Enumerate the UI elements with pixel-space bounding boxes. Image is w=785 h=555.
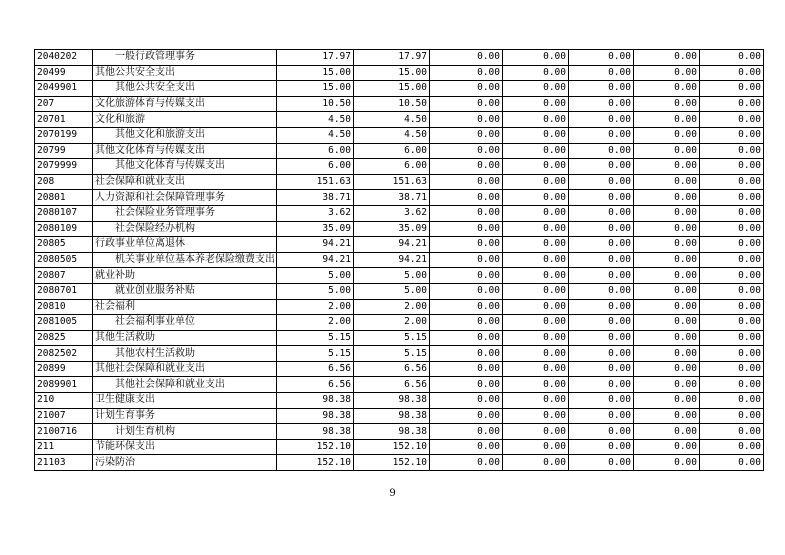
- row-name: 一般行政管理事务: [93, 50, 277, 66]
- row-value: 152.10: [277, 439, 354, 455]
- row-name: 社会保险经办机构: [93, 221, 277, 237]
- row-value: 152.10: [354, 439, 430, 455]
- row-value: 0.00: [634, 346, 700, 362]
- row-name: 文化和旅游: [93, 112, 277, 128]
- row-value: 0.00: [430, 159, 503, 175]
- row-value: 98.38: [277, 424, 354, 440]
- row-value: 38.71: [354, 190, 430, 206]
- row-value: 98.38: [354, 408, 430, 424]
- row-name: 其他社会保障和就业支出: [93, 361, 277, 377]
- row-value: 0.00: [569, 455, 634, 471]
- row-value: 0.00: [503, 346, 569, 362]
- row-value: 0.00: [634, 393, 700, 409]
- row-value: 0.00: [430, 330, 503, 346]
- row-value: 0.00: [634, 455, 700, 471]
- row-name: 计划生育事务: [93, 408, 277, 424]
- table-row: [35, 96, 764, 112]
- row-value: 0.00: [700, 330, 764, 346]
- row-value: 0.00: [430, 377, 503, 393]
- row-value: 0.00: [700, 393, 764, 409]
- row-value: 0.00: [503, 393, 569, 409]
- row-value: 2.00: [277, 315, 354, 331]
- row-value: 0.00: [430, 221, 503, 237]
- row-value: 0.00: [569, 346, 634, 362]
- row-value: 0.00: [569, 315, 634, 331]
- row-value: 0.00: [569, 50, 634, 66]
- row-name: 就业创业服务补贴: [93, 283, 277, 299]
- row-value: 0.00: [634, 252, 700, 268]
- row-value: 0.00: [700, 268, 764, 284]
- row-value: 0.00: [503, 221, 569, 237]
- row-value: 0.00: [700, 205, 764, 221]
- row-name: 其他生活救助: [93, 330, 277, 346]
- table-body: [35, 50, 764, 471]
- row-value: 0.00: [503, 283, 569, 299]
- row-code: 20807: [35, 268, 93, 284]
- row-name: 行政事业单位离退休: [93, 237, 277, 253]
- row-code: 2070199: [35, 127, 93, 143]
- row-value: 0.00: [634, 237, 700, 253]
- row-value: 0.00: [430, 81, 503, 97]
- row-value: 10.50: [277, 96, 354, 112]
- row-value: 0.00: [503, 127, 569, 143]
- row-value: 0.00: [569, 252, 634, 268]
- row-value: 0.00: [634, 221, 700, 237]
- row-code: 2089901: [35, 377, 93, 393]
- row-value: 0.00: [569, 439, 634, 455]
- row-value: 0.00: [634, 439, 700, 455]
- row-code: 20799: [35, 143, 93, 159]
- row-value: 0.00: [569, 159, 634, 175]
- row-name: 其他农村生活救助: [93, 346, 277, 362]
- row-value: 0.00: [503, 455, 569, 471]
- row-value: 4.50: [354, 127, 430, 143]
- row-code: 20801: [35, 190, 93, 206]
- row-value: 10.50: [354, 96, 430, 112]
- row-value: 0.00: [700, 237, 764, 253]
- row-value: 0.00: [503, 205, 569, 221]
- row-value: 94.21: [354, 237, 430, 253]
- row-value: 0.00: [569, 299, 634, 315]
- row-value: 0.00: [430, 408, 503, 424]
- row-value: 5.15: [354, 346, 430, 362]
- row-name: 社会保障和就业支出: [93, 174, 277, 190]
- row-value: 0.00: [430, 455, 503, 471]
- row-value: 98.38: [354, 393, 430, 409]
- row-name: 污染防治: [93, 455, 277, 471]
- row-name: 其他社会保障和就业支出: [93, 377, 277, 393]
- row-code: 20899: [35, 361, 93, 377]
- row-value: 98.38: [277, 408, 354, 424]
- row-code: 2081005: [35, 315, 93, 331]
- row-value: 6.00: [277, 143, 354, 159]
- row-code: 211: [35, 439, 93, 455]
- row-value: 0.00: [503, 96, 569, 112]
- row-value: 0.00: [700, 455, 764, 471]
- row-value: 0.00: [700, 346, 764, 362]
- row-value: 0.00: [503, 81, 569, 97]
- table-row: [35, 252, 764, 268]
- row-value: 0.00: [430, 127, 503, 143]
- row-value: 15.00: [277, 81, 354, 97]
- row-value: 4.50: [277, 112, 354, 128]
- row-value: 0.00: [700, 50, 764, 66]
- row-name: 计划生育机构: [93, 424, 277, 440]
- table-row: [35, 455, 764, 471]
- row-value: 0.00: [569, 237, 634, 253]
- row-value: 152.10: [354, 455, 430, 471]
- row-value: 6.00: [354, 143, 430, 159]
- row-value: 0.00: [700, 361, 764, 377]
- row-value: 0.00: [569, 393, 634, 409]
- row-name: 社会保险业务管理事务: [93, 205, 277, 221]
- table-row: [35, 377, 764, 393]
- row-value: 0.00: [430, 65, 503, 81]
- row-value: 15.00: [277, 65, 354, 81]
- row-value: 38.71: [277, 190, 354, 206]
- row-value: 0.00: [569, 127, 634, 143]
- row-code: 20825: [35, 330, 93, 346]
- row-value: 151.63: [354, 174, 430, 190]
- row-code: 2100716: [35, 424, 93, 440]
- row-code: 2079999: [35, 159, 93, 175]
- row-value: 6.00: [277, 159, 354, 175]
- row-value: 6.56: [277, 361, 354, 377]
- row-value: 0.00: [503, 315, 569, 331]
- row-value: 0.00: [700, 221, 764, 237]
- table-row: [35, 112, 764, 128]
- row-value: 0.00: [503, 424, 569, 440]
- row-name: 机关事业单位基本养老保险缴费支出: [93, 252, 277, 268]
- table-row: [35, 237, 764, 253]
- table-row: [35, 330, 764, 346]
- table-row: [35, 283, 764, 299]
- row-value: 0.00: [569, 377, 634, 393]
- row-value: 0.00: [634, 159, 700, 175]
- row-value: 15.00: [354, 65, 430, 81]
- row-code: 20499: [35, 65, 93, 81]
- row-code: 207: [35, 96, 93, 112]
- row-value: 0.00: [430, 299, 503, 315]
- table-row: [35, 439, 764, 455]
- row-value: 2.00: [354, 315, 430, 331]
- row-code: 21103: [35, 455, 93, 471]
- row-value: 0.00: [569, 221, 634, 237]
- row-value: 151.63: [277, 174, 354, 190]
- row-value: 0.00: [430, 361, 503, 377]
- row-value: 94.21: [354, 252, 430, 268]
- row-value: 0.00: [569, 330, 634, 346]
- row-value: 0.00: [700, 143, 764, 159]
- row-code: 2080505: [35, 252, 93, 268]
- row-value: 0.00: [700, 377, 764, 393]
- row-name: 就业补助: [93, 268, 277, 284]
- row-name: 文化旅游体育与传媒支出: [93, 96, 277, 112]
- row-value: 5.00: [354, 283, 430, 299]
- page-number: 9: [389, 488, 396, 499]
- row-value: 0.00: [569, 143, 634, 159]
- row-value: 0.00: [430, 393, 503, 409]
- table-row: [35, 65, 764, 81]
- row-value: 6.56: [277, 377, 354, 393]
- row-code: 2049901: [35, 81, 93, 97]
- row-value: 0.00: [503, 361, 569, 377]
- row-value: 0.00: [634, 205, 700, 221]
- row-value: 0.00: [569, 174, 634, 190]
- row-value: 2.00: [354, 299, 430, 315]
- row-value: 0.00: [700, 96, 764, 112]
- row-value: 0.00: [634, 424, 700, 440]
- row-name: 其他文化和旅游支出: [93, 127, 277, 143]
- row-value: 4.50: [354, 112, 430, 128]
- row-value: 0.00: [430, 237, 503, 253]
- row-value: 0.00: [634, 81, 700, 97]
- row-value: 0.00: [700, 283, 764, 299]
- row-value: 0.00: [503, 252, 569, 268]
- row-value: 0.00: [634, 361, 700, 377]
- row-value: 0.00: [569, 361, 634, 377]
- row-value: 0.00: [569, 81, 634, 97]
- row-value: 0.00: [634, 50, 700, 66]
- row-value: 0.00: [700, 127, 764, 143]
- row-value: 98.38: [354, 424, 430, 440]
- row-value: 0.00: [503, 330, 569, 346]
- row-value: 0.00: [503, 50, 569, 66]
- row-value: 0.00: [430, 50, 503, 66]
- row-value: 0.00: [634, 315, 700, 331]
- table-row: [35, 143, 764, 159]
- row-value: 0.00: [430, 439, 503, 455]
- row-code: 2040202: [35, 50, 93, 66]
- row-value: 0.00: [700, 65, 764, 81]
- row-value: 5.15: [277, 330, 354, 346]
- row-value: 0.00: [430, 283, 503, 299]
- row-value: 0.00: [503, 439, 569, 455]
- row-name: 其他文化体育与传媒支出: [93, 143, 277, 159]
- row-value: 5.00: [277, 268, 354, 284]
- row-value: 3.62: [277, 205, 354, 221]
- row-value: 0.00: [700, 299, 764, 315]
- row-value: 0.00: [634, 143, 700, 159]
- row-value: 0.00: [503, 237, 569, 253]
- table-row: [35, 346, 764, 362]
- row-value: 35.09: [277, 221, 354, 237]
- row-name: 人力资源和社会保障管理事务: [93, 190, 277, 206]
- row-code: 210: [35, 393, 93, 409]
- row-value: 0.00: [503, 408, 569, 424]
- row-value: 0.00: [503, 112, 569, 128]
- row-value: 35.09: [354, 221, 430, 237]
- table-row: [35, 159, 764, 175]
- row-value: 0.00: [634, 268, 700, 284]
- row-code: 2080701: [35, 283, 93, 299]
- row-code: 21007: [35, 408, 93, 424]
- table-row: [35, 81, 764, 97]
- row-value: 0.00: [569, 190, 634, 206]
- table-row: [35, 205, 764, 221]
- row-value: 0.00: [700, 315, 764, 331]
- row-value: 0.00: [634, 408, 700, 424]
- row-value: 6.00: [354, 159, 430, 175]
- row-value: 5.15: [354, 330, 430, 346]
- row-value: 0.00: [634, 377, 700, 393]
- row-value: 0.00: [700, 408, 764, 424]
- row-value: 94.21: [277, 252, 354, 268]
- row-code: 2080109: [35, 221, 93, 237]
- row-code: 20805: [35, 237, 93, 253]
- row-value: 0.00: [634, 174, 700, 190]
- row-name: 节能环保支出: [93, 439, 277, 455]
- table-row: [35, 174, 764, 190]
- row-value: 0.00: [430, 346, 503, 362]
- row-name: 社会福利事业单位: [93, 315, 277, 331]
- row-value: 98.38: [277, 393, 354, 409]
- table-row: [35, 127, 764, 143]
- row-code: 20810: [35, 299, 93, 315]
- row-value: 0.00: [569, 96, 634, 112]
- row-value: 0.00: [634, 127, 700, 143]
- row-value: 0.00: [569, 424, 634, 440]
- row-value: 0.00: [430, 174, 503, 190]
- row-value: 0.00: [503, 299, 569, 315]
- row-value: 0.00: [700, 190, 764, 206]
- row-value: 0.00: [634, 299, 700, 315]
- row-value: 0.00: [700, 252, 764, 268]
- row-value: 0.00: [634, 65, 700, 81]
- row-value: 0.00: [700, 174, 764, 190]
- budget-table: [34, 49, 764, 471]
- row-value: 152.10: [277, 455, 354, 471]
- row-value: 6.56: [354, 361, 430, 377]
- row-value: 0.00: [430, 268, 503, 284]
- table-row: [35, 190, 764, 206]
- row-value: 5.00: [277, 283, 354, 299]
- row-value: 0.00: [700, 112, 764, 128]
- row-name: 其他公共安全支出: [93, 65, 277, 81]
- row-value: 0.00: [569, 283, 634, 299]
- row-value: 94.21: [277, 237, 354, 253]
- row-name: 社会福利: [93, 299, 277, 315]
- row-name: 卫生健康支出: [93, 393, 277, 409]
- row-value: 0.00: [700, 439, 764, 455]
- row-value: 0.00: [430, 424, 503, 440]
- row-value: 0.00: [569, 268, 634, 284]
- row-value: 0.00: [634, 190, 700, 206]
- row-value: 0.00: [569, 408, 634, 424]
- row-value: 5.15: [277, 346, 354, 362]
- row-value: 0.00: [569, 65, 634, 81]
- row-name: 其他公共安全支出: [93, 81, 277, 97]
- row-value: 0.00: [634, 96, 700, 112]
- table-row: [35, 221, 764, 237]
- row-value: 0.00: [430, 190, 503, 206]
- table-row: [35, 315, 764, 331]
- row-name: 其他文化体育与传媒支出: [93, 159, 277, 175]
- row-value: 0.00: [430, 205, 503, 221]
- row-value: 5.00: [354, 268, 430, 284]
- table-row: [35, 408, 764, 424]
- table-row: [35, 50, 764, 66]
- row-value: 0.00: [700, 424, 764, 440]
- row-code: 2080107: [35, 205, 93, 221]
- row-value: 4.50: [277, 127, 354, 143]
- row-code: 2082502: [35, 346, 93, 362]
- row-value: 6.56: [354, 377, 430, 393]
- row-value: 0.00: [503, 377, 569, 393]
- row-value: 0.00: [569, 112, 634, 128]
- row-value: 0.00: [430, 143, 503, 159]
- table-row: [35, 299, 764, 315]
- row-value: 2.00: [277, 299, 354, 315]
- row-value: 0.00: [503, 190, 569, 206]
- row-code: 208: [35, 174, 93, 190]
- row-value: 0.00: [634, 112, 700, 128]
- table-row: [35, 393, 764, 409]
- row-value: 0.00: [700, 81, 764, 97]
- row-value: 0.00: [503, 65, 569, 81]
- row-value: 0.00: [503, 174, 569, 190]
- row-value: 0.00: [430, 252, 503, 268]
- row-value: 0.00: [503, 159, 569, 175]
- row-code: 20701: [35, 112, 93, 128]
- row-value: 3.62: [354, 205, 430, 221]
- row-value: 0.00: [700, 159, 764, 175]
- row-value: 0.00: [430, 96, 503, 112]
- row-value: 15.00: [354, 81, 430, 97]
- row-value: 0.00: [634, 283, 700, 299]
- row-value: 0.00: [503, 268, 569, 284]
- row-value: 0.00: [634, 330, 700, 346]
- row-value: 17.97: [354, 50, 430, 66]
- table-row: [35, 268, 764, 284]
- table-row: [35, 424, 764, 440]
- row-value: 17.97: [277, 50, 354, 66]
- row-value: 0.00: [503, 143, 569, 159]
- row-value: 0.00: [569, 205, 634, 221]
- row-value: 0.00: [430, 112, 503, 128]
- row-value: 0.00: [430, 315, 503, 331]
- table-row: [35, 361, 764, 377]
